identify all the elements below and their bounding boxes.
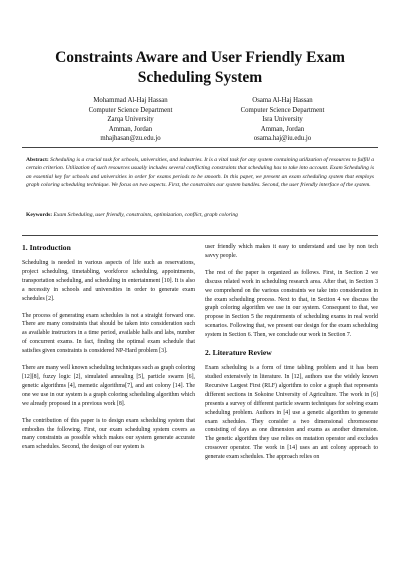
paragraph: There are many well known scheduling techniques such as graph coloring [12][8], fuzzy logic [2], simulated annealing [5], particle swarm [6], genetic algorithms [4], memetic algorithms[7], and ant colony [14]. The one we use in our system is a graph coloring scheduling algorithm which we already proposed in a previous work [8]. [22, 365, 195, 407]
author-location: Amman, Jordan [108, 125, 153, 133]
section-heading-literature-review: 2. Literature Review [205, 348, 272, 358]
paragraph: Scheduling is needed in various aspects of life such as reservations, project scheduling, timetabling, workforce scheduling, appointments, transportation scheduling, and scheduling in entertainment [10]. It is also a necessity in schools and universities in order to generate exam schedules [2]. [22, 260, 195, 302]
right-column [205, 243, 378, 470]
keywords [26, 211, 374, 219]
author-name: Mohammad Al-Haj Hassan [93, 97, 168, 104]
abstract-label: Abstract: [26, 157, 49, 163]
paragraph: The process of generating exam schedules is not a straight forward one. There are many constraints that should be taken into consideration such as available instructors in a time period, available halls and labs, number of concurrent exams. In fact, finding the optimal exam schedule that satisfies given constraints is considered NP-Hard problem [3]. [22, 312, 195, 355]
author-location: Amman, Jordan [260, 125, 305, 133]
paragraph: user friendly which makes it easy to understand and use by non tech savvy people. [205, 244, 378, 259]
paragraph: Exam scheduling is a form of time tabling problem and it has been studied extensively in literature. In [12], authors use the widely known Recursive Largest First (RLF) algorithm to color a graph that represents different sections in Sokoine University of Agriculture. The work in [6] presents a survey of different particle swarm techniques for solving exam scheduling problem. Authors in [4] use a genetic algorithm to generate exam schedules. They consider a two dimensional chromosome consisting of days as one dimension and exams as another dimension. The genetic algorithm they use relies on mutation operator and excludes crossover operator. The work in [14] uses an ant colony approach to generate exam schedules. The approach relies on [205, 365, 378, 461]
paragraph: The contribution of this paper is to design exam scheduling system that embodies the following. First, our exam scheduling system covers as many constraints as possible which makes our system generate accurate exam schedules. Second, the design of our system is [22, 417, 195, 451]
keywords-label: Keywords: [26, 212, 53, 218]
author-name: Osama Al-Haj Hassan [252, 97, 313, 104]
author-block-2 [195, 96, 370, 144]
author-university: Zarqa University [107, 116, 154, 124]
author-department: Computer Science Department [88, 106, 173, 114]
paper-title: Constraints Aware and User Friendly Exam Scheduling System [55, 49, 345, 86]
abstract-text: Scheduling is a crucial task for schools, universities, and industries. It is a vital task for any system containing utilization of resources to fulfill a certain criterion. Utilization of such resources usually includes several conflicting constraints that scheduling has to take into account. Exam Scheduling is an essential key for schools and universities in order for exams periods to be smooth. In this paper, we present an exam scheduling system that employs graph coloring scheduling technique. We focus on two aspects. First, the constraints our system handles. Second, the user friendly interface of the system. [26, 157, 374, 189]
left-column [22, 243, 195, 460]
section-heading-introduction: 1. Introduction [22, 243, 71, 252]
abstract [26, 156, 374, 190]
author-university: Isra University [262, 116, 303, 124]
author-email: mhajhasan@zu.edu.jo [100, 135, 161, 143]
paragraph: The rest of the paper is organized as follows. First, in Section 2 we discuss related work in scheduling research area. After that, in Section 3 we comprehend on the various constraints we take into consideration in the exam scheduling process. Next to that, in Section 4 we discuss the graph coloring algorithm we use in our system. Consequent to that, we propose in Section 5 the requirements of scheduling exams in real world scenarios. Following that, we present our design for the exam scheduling system in Section 6. Then, we conclude our work in Section 7. [205, 269, 378, 339]
author-email: osama.haj@iu.edu.jo [253, 135, 312, 143]
author-department: Computer Science Department [240, 106, 325, 114]
author-block-1 [43, 96, 218, 144]
keywords-text: Exam Scheduling, user friendly, constraints, optimization, conflict, graph coloring [53, 212, 238, 218]
